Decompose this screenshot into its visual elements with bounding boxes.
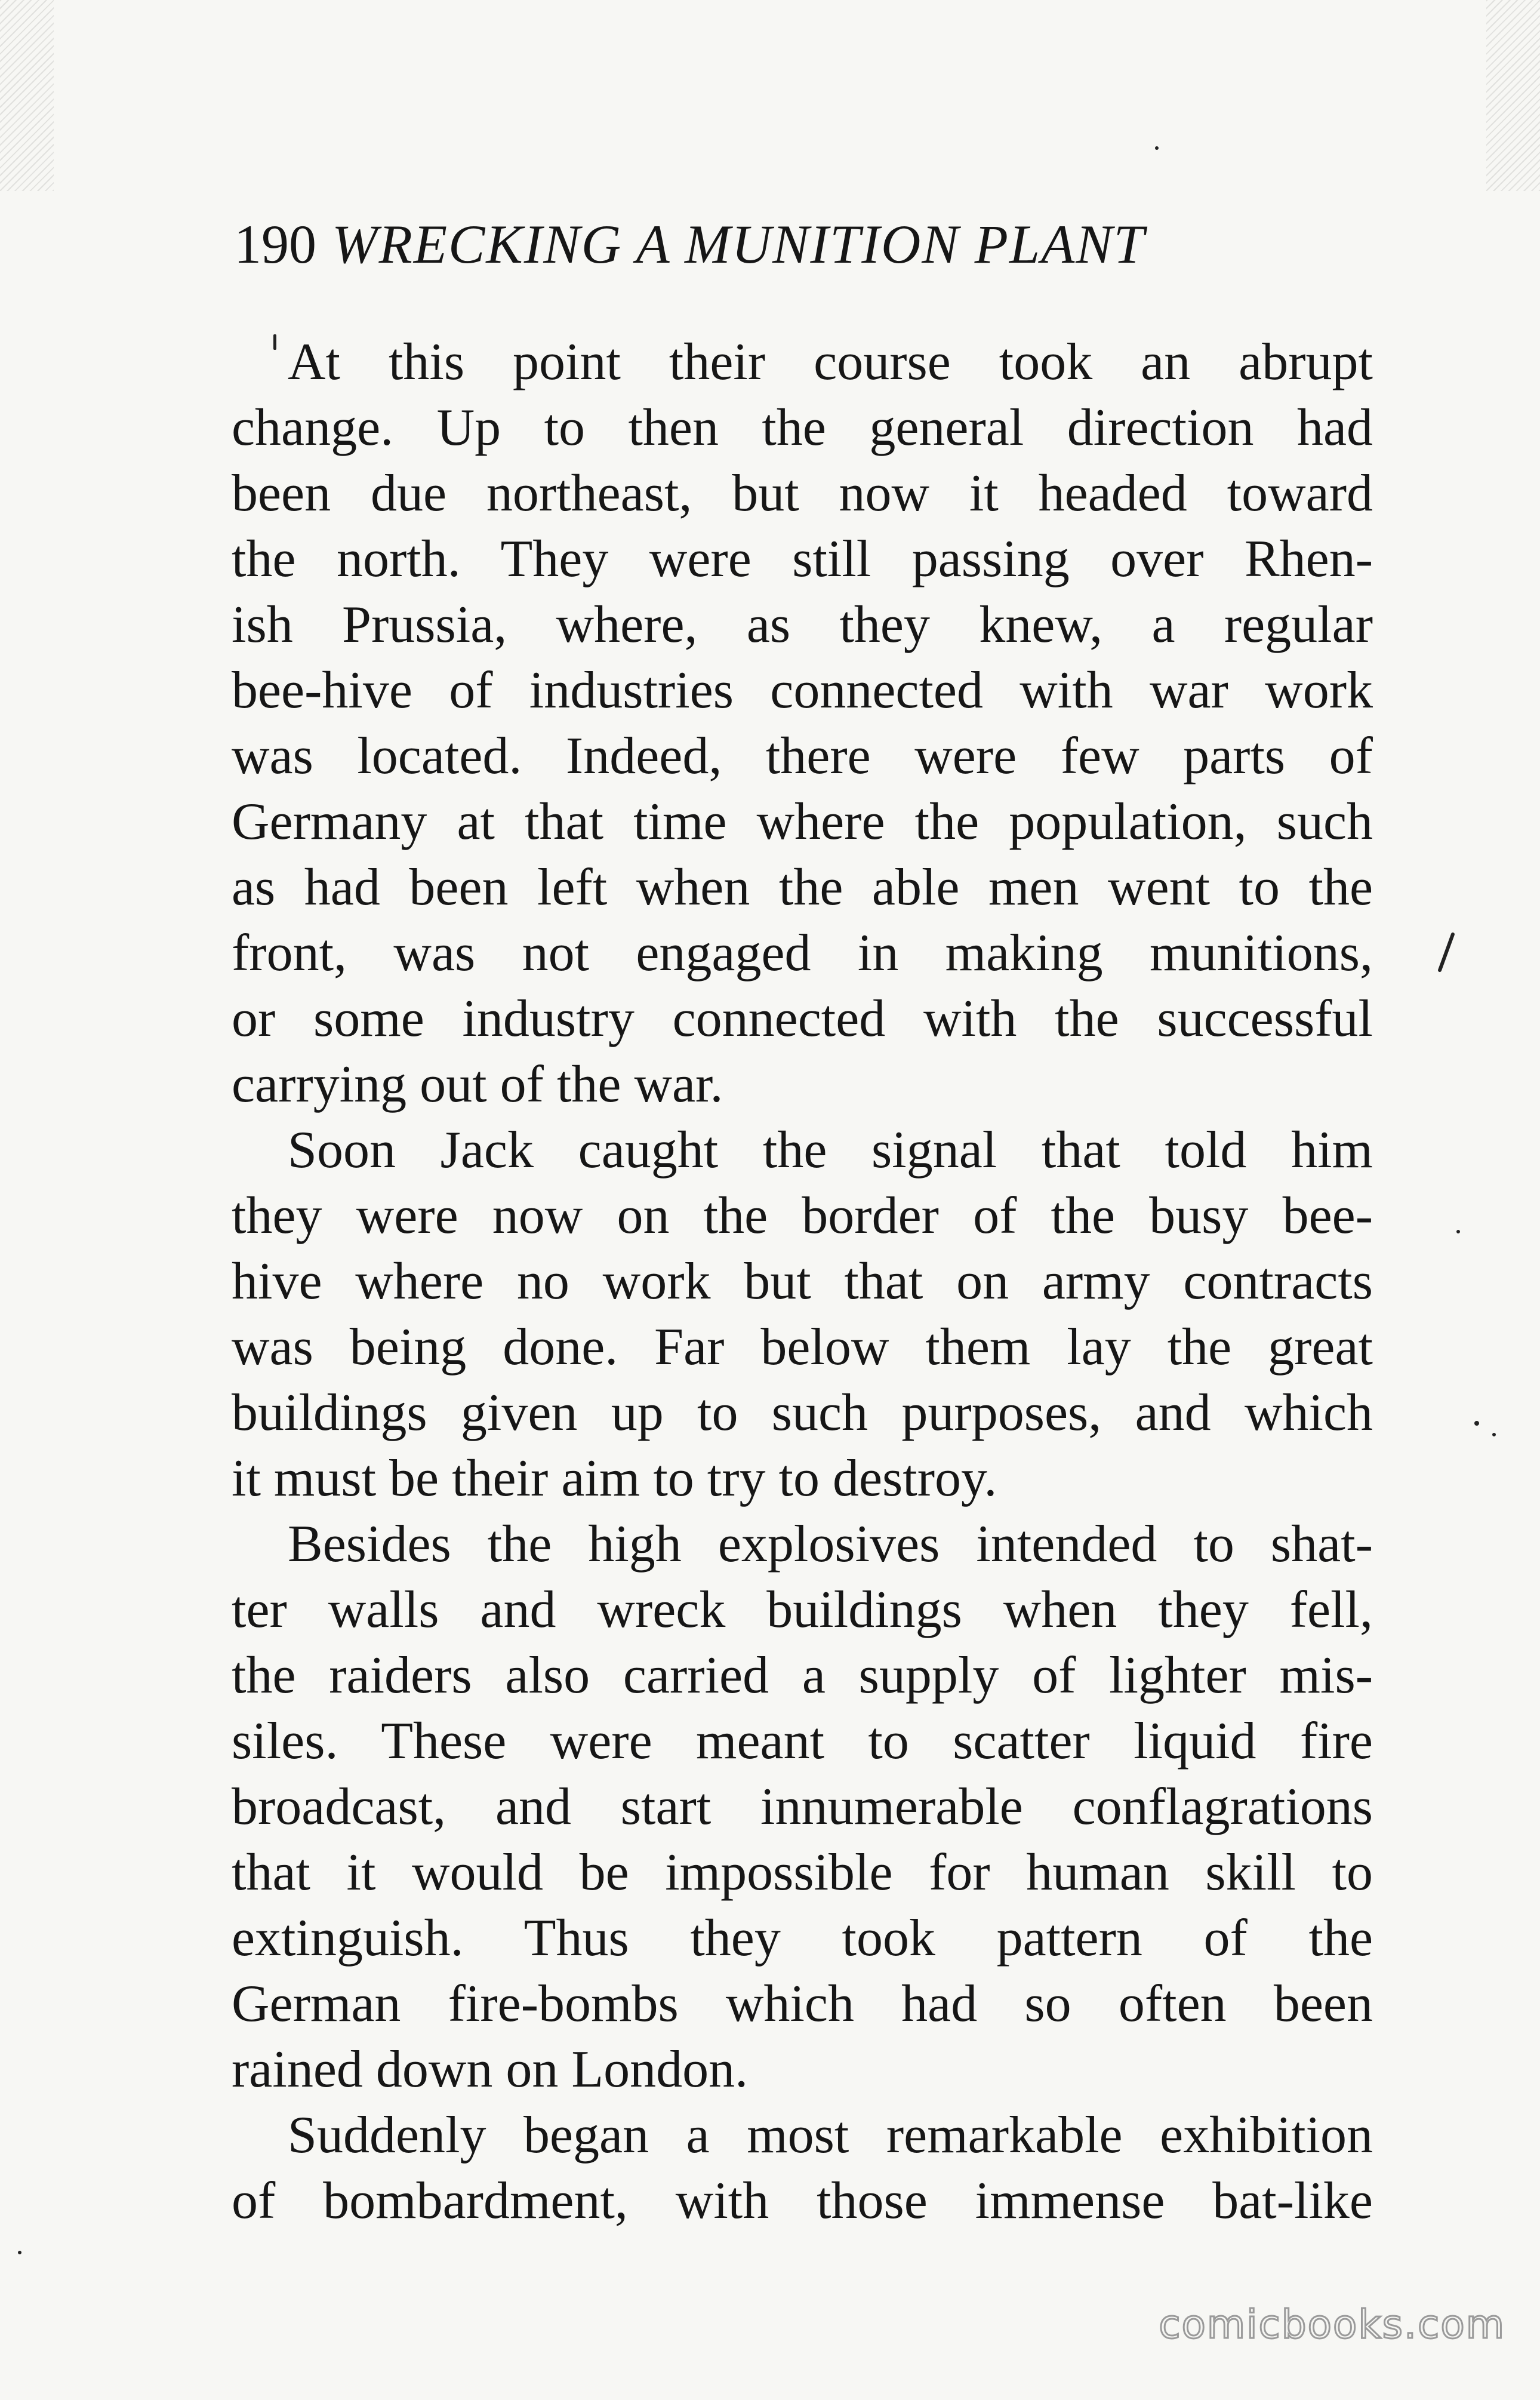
text-line: of bombardment, with those immense bat-like — [232, 2172, 1373, 2230]
text-line: extinguish. Thus they took pattern of the — [232, 1909, 1373, 1967]
text-line: Germany at that time where the population, such — [232, 793, 1373, 851]
text-line: it must be their aim to try to destroy. — [232, 1450, 997, 1507]
text-line: or some industry connected with the successful — [232, 990, 1373, 1048]
scan-speck — [1492, 1433, 1496, 1436]
text-line: was located. Indeed, there were few parts of — [232, 727, 1373, 785]
text-line: Soon Jack caught the signal that told him — [288, 1121, 1373, 1179]
scan-speck — [18, 2251, 21, 2254]
text-line: they were now on the border of the busy bee- — [232, 1187, 1373, 1245]
paragraph-2 — [232, 1118, 1373, 1512]
text-line: as had been left when the able men went to the — [232, 859, 1373, 916]
text-line: Suddenly began a most remarkable exhibition — [288, 2106, 1373, 2164]
paragraph-1 — [232, 330, 1373, 1118]
text-line: carrying out of the war. — [232, 1056, 723, 1113]
text-line: front, was not engaged in making munitions, — [232, 924, 1373, 982]
text-line: been due northeast, but now it headed toward — [232, 464, 1373, 522]
scan-speck — [1155, 146, 1159, 150]
text-line: was being done. Far below them lay the great — [232, 1318, 1373, 1376]
text-line: bee-hive of industries connected with war work — [232, 661, 1373, 719]
paragraph-4 — [232, 2103, 1373, 2234]
scan-edge-noise-left — [0, 0, 54, 191]
page-number: 190 — [234, 214, 316, 275]
text-line: hive where no work but that on army contracts — [232, 1253, 1373, 1310]
text-line: the raiders also carried a supply of lighter mis- — [232, 1647, 1373, 1704]
scan-speck — [1437, 932, 1455, 973]
running-head — [234, 213, 1398, 284]
text-line: that it would be impossible for human skill to — [232, 1844, 1373, 1901]
text-line: broadcast, and start innumerable conflagrations — [232, 1778, 1373, 1836]
text-line: At this point their course took an abrupt — [288, 333, 1373, 391]
running-title: WRECKING A MUNITION PLANT — [332, 214, 1145, 275]
body-text — [232, 330, 1373, 2234]
scan-speck — [1456, 1230, 1460, 1233]
text-line: ish Prussia, where, as they knew, a regular — [232, 596, 1373, 654]
watermark: comicbooks.com — [1159, 2301, 1505, 2347]
text-line: ter walls and wreck buildings when they fell, — [232, 1581, 1373, 1639]
text-line: rained down on London. — [232, 2041, 749, 2099]
text-line: Besides the high explosives intended to shat- — [288, 1515, 1373, 1573]
scan-speck — [273, 334, 276, 350]
text-line: the north. They were still passing over Rhen- — [232, 530, 1373, 588]
scan-edge-noise-right — [1486, 0, 1540, 191]
text-line: buildings given up to such purposes, and which — [232, 1384, 1373, 1442]
text-line: change. Up to then the general direction had — [232, 399, 1373, 457]
scan-speck — [1474, 1421, 1479, 1426]
text-line: siles. These were meant to scatter liquid fire — [232, 1712, 1373, 1770]
paragraph-3 — [232, 1512, 1373, 2103]
text-line: German fire-bombs which had so often been — [232, 1975, 1373, 2033]
